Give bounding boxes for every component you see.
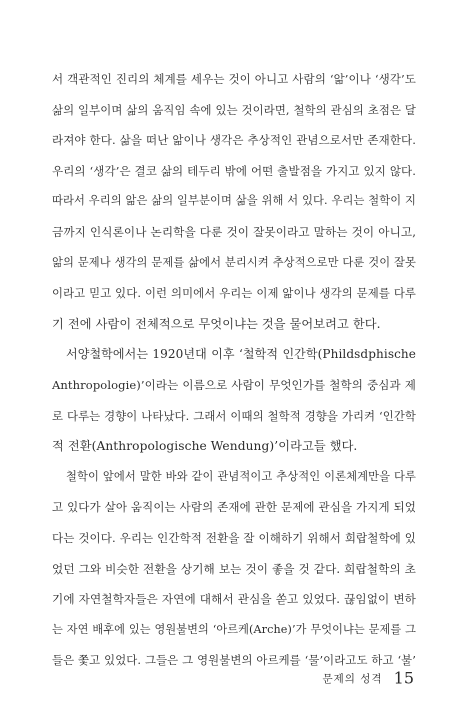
text-line: 다는 것이다. 우리는 인간학적 전환을 잘 이해하기 위해서 희랍철학에 있 <box>52 530 416 545</box>
text-line: 기에 자연철학자들은 자연에 대해서 관심을 쏟고 있었다. 끊임없이 변하 <box>52 592 416 607</box>
text-line: 서양철학에서는 1920년대 이후 ‘철학적 인간학(Phildsdphische <box>66 347 416 362</box>
text-line: 따라서 우리의 앎은 삶의 일부분이며 삶을 위해 서 있다. 우리는 철학이 지 <box>52 194 416 208</box>
text-line: 서 객관적인 진리의 체계를 세우는 것이 아니고 사람의 ‘앎’이나 ‘생각’도 <box>52 72 416 86</box>
text-line: 로 다루는 경향이 나타났다. 그래서 이때의 철학적 경향을 가리켜 ‘인간학 <box>52 408 416 423</box>
text-line: 금까지 인식론이나 논리학을 다룬 것이 잘못이라고 말하는 것이 아니고, <box>52 224 416 239</box>
text-line: 라져야 한다. 삶을 떠난 앎이나 생각은 추상적인 관념으로서만 존재한다. <box>52 133 416 148</box>
running-footer-section-title: 문제의 성격 <box>322 672 383 685</box>
text-line: 고 있다가 살아 움직이는 사람의 존재에 관한 문제에 관심을 가지게 되었 <box>52 500 416 515</box>
text-line: 앎의 문제나 생각의 문제를 삶에서 분리시켜 추상적으로만 다룬 것이 잘못 <box>52 255 416 269</box>
text-line: 철학이 앞에서 말한 바와 같이 관념적이고 추상적인 이론체계만을 다루 <box>66 469 416 483</box>
text-line: 이라고 믿고 있다. 이런 의미에서 우리는 이제 앎이나 생각의 문제를 다루 <box>52 286 416 301</box>
text-line: Anthropologie)’이라는 이름으로 사람이 무엇인가를 철학의 중심과 제 <box>52 377 416 392</box>
text-line: 들은 쫓고 있었다. 그들은 그 영원불변의 아르케를 ‘물’이라고도 하고 ‘불’ <box>52 653 416 668</box>
text-line: 기 전에 사람이 전체적으로 무엇이냐는 것을 물어보려고 한다. <box>52 316 381 331</box>
text-line: 우리의 ‘생각’은 결코 삶의 테두리 밖에 어떤 출발점을 가지고 있지 않다. <box>52 163 416 178</box>
text-line: 었던 그와 비슷한 전환을 상기해 보는 것이 좋을 것 같다. 희랍철학의 초 <box>52 561 416 576</box>
page-footer <box>322 666 414 690</box>
text-line: 적 전환(Anthropologische Wendung)’이라고들 했다. <box>52 439 358 454</box>
body-text <box>52 64 416 676</box>
page-number: 15 <box>393 668 414 688</box>
text-line: 삶의 일부이며 삶의 움직임 속에 있는 것이라면, 철학의 관심의 초점은 달 <box>52 102 416 117</box>
text-line: 는 자연 배후에 있는 영원불변의 ‘아르케(Arche)’가 무엇이냐는 문제를 그 <box>52 622 416 636</box>
